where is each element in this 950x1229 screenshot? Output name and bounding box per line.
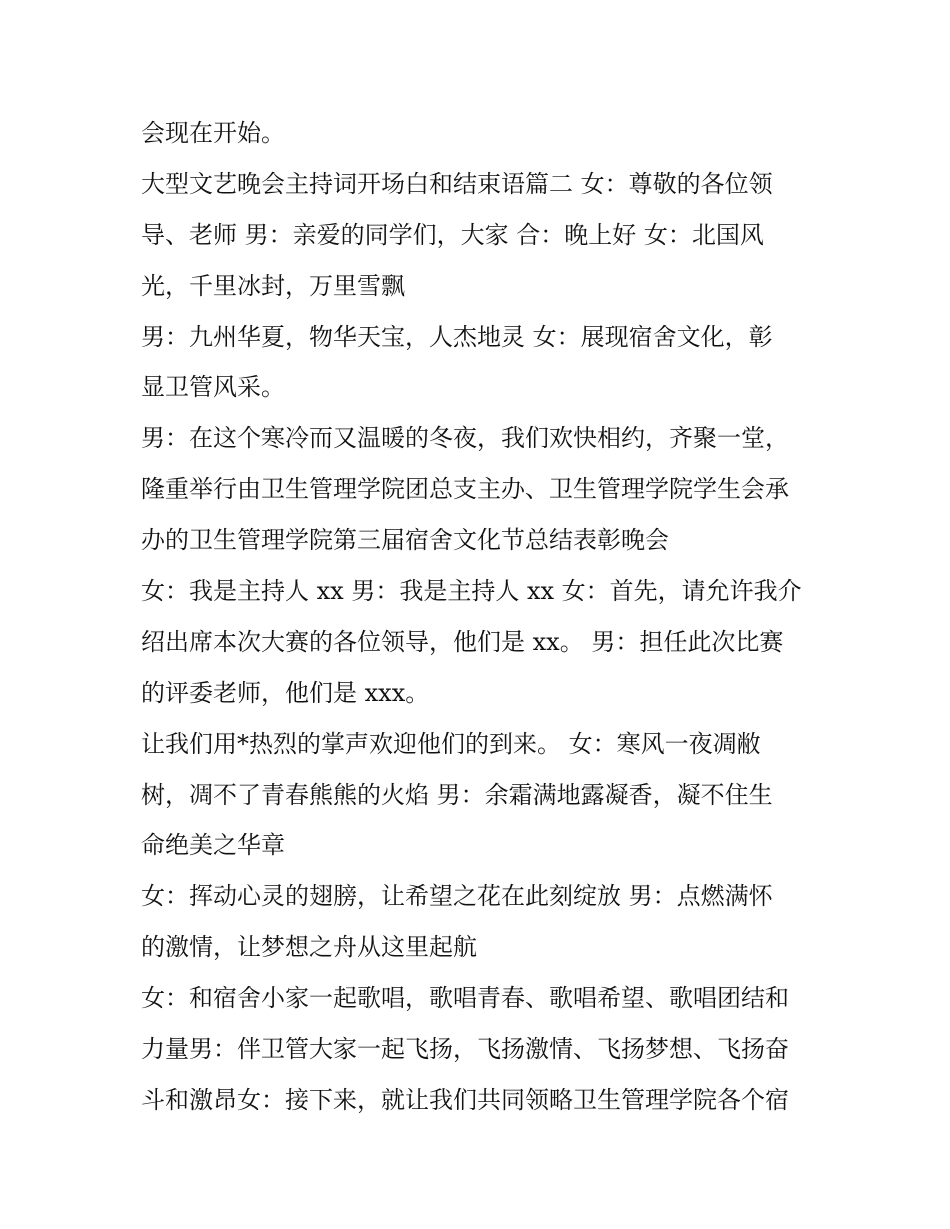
text-line: 的激情，让梦想之舟从这里起航 [141, 933, 477, 962]
text-line: 会现在开始。 [141, 119, 285, 147]
text-line: 绍出席本次大赛的各位领导，他们是 xx。 男：担任此次比赛 [141, 627, 784, 656]
text-line: 女：和宿舍小家一起歌唱，歌唱青春、歌唱希望、歌唱团结和 [141, 984, 789, 1013]
text-line: 力量男：伴卫管大家一起飞扬，飞扬激情、飞扬梦想、飞扬奋 [141, 1035, 789, 1064]
text-line: 办的卫生管理学院第三届宿舍文化节总结表彰晚会 [141, 526, 669, 555]
text-line: 让我们用*热烈的掌声欢迎他们的到来。 女：寒风一夜凋敝 [141, 729, 761, 758]
text-line: 男：九州华夏，物华天宝，人杰地灵 女：展现宿舍文化，彰 [141, 322, 773, 351]
text-line: 男：在这个寒冷而又温暖的冬夜，我们欢快相约，齐聚一堂， [141, 424, 789, 453]
text-line: 大型文艺晚会主持词开场白和结束语篇二 女：尊敬的各位领 [141, 169, 773, 198]
text-line: 隆重举行由卫生管理学院团总支主办、卫生管理学院学生会承 [141, 475, 789, 504]
text-line: 导、老师 男：亲爱的同学们，大家 合：晚上好 女：北国风 [141, 220, 764, 249]
document-body [141, 108, 841, 1126]
text-line: 的评委老师，他们是 xxx。 [141, 678, 430, 707]
text-line: 显卫管风采。 [141, 373, 285, 402]
text-line: 命绝美之华章 [141, 831, 285, 860]
text-line: 女：我是主持人 xx 男：我是主持人 xx 女：首先，请允许我介 [141, 577, 802, 606]
text-line: 树，凋不了青春熊熊的火焰 男：余霜满地露凝香，凝不住生 [141, 780, 773, 809]
text-line: 女：挥动心灵的翅膀，让希望之花在此刻绽放 男：点燃满怀 [141, 882, 773, 911]
text-line: 斗和激昂女：接下来，就让我们共同领略卫生管理学院各个宿 [141, 1085, 789, 1114]
text-line: 光，千里冰封，万里雪飘 [141, 271, 405, 300]
